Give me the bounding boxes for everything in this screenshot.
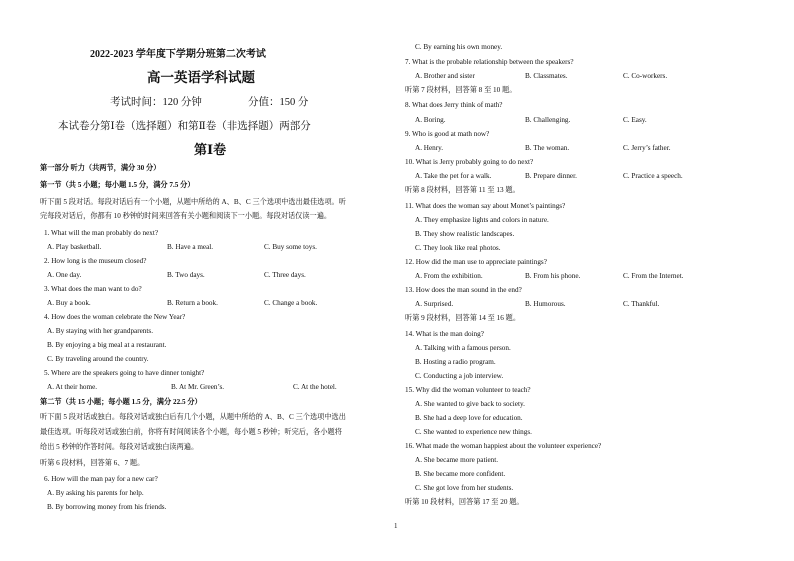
question-14-option-a: A. Talking with a famous person.	[415, 344, 511, 352]
question-14-stem: 14. What is the man doing?	[405, 330, 484, 338]
question-15-stem: 15. Why did the woman volunteer to teach?	[405, 386, 531, 394]
question-4-option-a: A. By staying with her grandparents.	[47, 327, 153, 335]
question-15-option-a: A. She wanted to give back to society.	[415, 400, 525, 408]
question-15-option-b: B. She had a deep love for education.	[415, 414, 523, 422]
question-9-option-a: A. Henry.	[415, 144, 444, 152]
material-8-note: 听第 8 段材料，回答第 11 至 13 题。	[405, 186, 520, 194]
question-1-option-c: C. Buy some toys.	[264, 243, 317, 251]
question-15-option-c: C. She wanted to experience new things.	[415, 428, 532, 436]
question-5-option-b: B. At Mr. Green’s.	[171, 383, 225, 391]
section2-instructions-2: 最佳选项。听每段对话或独白前，你将有时间阅读各个小题，每小题 5 秒钟；听完后，各小题将	[40, 428, 342, 436]
material-6-note: 听第 6 段材料，回答第 6、7 题。	[40, 459, 145, 467]
question-9-option-b: B. The woman.	[525, 144, 570, 152]
question-6-option-a: A. By asking his parents for help.	[47, 489, 144, 497]
exam-time: 考试时间：120 分钟	[110, 97, 202, 108]
question-1-option-a: A. Play basketball.	[47, 243, 102, 251]
question-7-stem: 7. What is the probable relationship between the speakers?	[405, 58, 574, 66]
question-10-option-b: B. Prepare dinner.	[525, 172, 577, 180]
question-8-stem: 8. What does Jerry think of math?	[405, 101, 503, 109]
question-8-option-a: A. Boring.	[415, 116, 446, 124]
question-7-option-c: C. Co-workers.	[623, 72, 668, 80]
section1-instructions-1: 听下面 5 段对话。每段对话后有一个小题，从题中所给的 A、B、C 三个选项中选出最佳选项。听	[40, 198, 346, 206]
question-13-option-a: A. Surprised.	[415, 300, 454, 308]
question-7-option-b: B. Classmates.	[525, 72, 568, 80]
question-11-option-b: B. They show realistic landscapes.	[415, 230, 515, 238]
question-11-option-c: C. They look like real photos.	[415, 244, 501, 252]
question-12-option-c: C. From the Internet.	[623, 272, 684, 280]
question-2-option-c: C. Three days.	[264, 271, 306, 279]
question-9-stem: 9. Who is good at math now?	[405, 130, 490, 138]
question-4-stem: 4. How does the woman celebrate the New Year?	[44, 313, 186, 321]
section1-title: 第一节（共 5 小题；每小题 1.5 分，满分 7.5 分）	[40, 181, 195, 189]
paper-structure: 本试卷分第Ⅰ卷（选择题）和第Ⅱ卷（非选择题）两部分	[58, 121, 311, 132]
question-9-option-c: C. Jerry’s father.	[623, 144, 671, 152]
question-16-option-b: B. She became more confident.	[415, 470, 506, 478]
question-7-option-a: A. Brother and sister	[415, 72, 475, 80]
page-number: 1	[394, 522, 398, 530]
section2-instructions-3: 给出 5 秒钟的作答时间。每段对话或独白读两遍。	[40, 443, 199, 451]
question-14-option-c: C. Conducting a job interview.	[415, 372, 504, 380]
question-4-option-b: B. By enjoying a big meal at a restaurant.	[47, 341, 167, 349]
question-13-stem: 13. How does the man sound in the end?	[405, 286, 522, 294]
question-10-option-c: C. Practice a speech.	[623, 172, 683, 180]
question-12-stem: 12. How did the man use to appreciate paintings?	[405, 258, 547, 266]
question-11-option-a: A. They emphasize lights and colors in nature.	[415, 216, 549, 224]
question-2-stem: 2. How long is the museum closed?	[44, 257, 147, 265]
question-4-option-c: C. By traveling around the country.	[47, 355, 149, 363]
question-16-option-a: A. She became more patient.	[415, 456, 499, 464]
question-5-option-a: A. At their home.	[47, 383, 98, 391]
question-8-option-b: B. Challenging.	[525, 116, 571, 124]
question-2-option-a: A. One day.	[47, 271, 82, 279]
question-11-stem: 11. What does the woman say about Monet’s paintings?	[405, 202, 566, 210]
subject-title: 高一英语学科试题	[147, 70, 255, 85]
question-1-stem: 1. What will the man probably do next?	[44, 229, 159, 237]
volume-title: 第Ⅰ卷	[194, 142, 227, 157]
question-16-option-c: C. She got love from her students.	[415, 484, 514, 492]
question-6-option-b: B. By borrowing money from his friends.	[47, 503, 167, 511]
question-16-stem: 16. What made the woman happiest about the volunteer experience?	[405, 442, 602, 450]
section1-instructions-2: 完每段对话后，你都有 10 秒钟的时间来回答有关小题和阅读下一小题。每段对话仅读一遍。	[40, 212, 332, 220]
question-6-option-c: C. By earning his own money.	[415, 43, 503, 51]
question-3-option-c: C. Change a book.	[264, 299, 318, 307]
question-1-option-b: B. Have a meal.	[167, 243, 214, 251]
question-6-stem: 6. How will the man pay for a new car?	[44, 475, 158, 483]
material-9-note: 听第 9 段材料，回答第 14 至 16 题。	[405, 314, 521, 322]
question-13-option-b: B. Humorous.	[525, 300, 566, 308]
question-5-stem: 5. Where are the speakers going to have dinner tonight?	[44, 369, 205, 377]
question-3-option-a: A. Buy a book.	[47, 299, 91, 307]
question-3-option-b: B. Return a book.	[167, 299, 218, 307]
material-7-note: 听第 7 段材料，回答第 8 至 10 题。	[405, 86, 517, 94]
section2-title: 第二节（共 15 小题；每小题 1.5 分，满分 22.5 分）	[40, 398, 202, 406]
exam-score: 分值：150 分	[248, 97, 309, 108]
question-5-option-c: C. At the hotel.	[293, 383, 337, 391]
material-10-note: 听第 10 段材料，回答第 17 至 20 题。	[405, 498, 524, 506]
question-12-option-a: A. From the exhibition.	[415, 272, 483, 280]
question-2-option-b: B. Two days.	[167, 271, 205, 279]
exam-title: 2022-2023 学年度下学期分班第二次考试	[90, 49, 266, 60]
question-8-option-c: C. Easy.	[623, 116, 647, 124]
question-3-stem: 3. What does the man want to do?	[44, 285, 142, 293]
part1-title: 第一部分 听力（共两节，满分 30 分）	[40, 164, 161, 172]
question-12-option-b: B. From his phone.	[525, 272, 581, 280]
question-10-option-a: A. Take the pet for a walk.	[415, 172, 492, 180]
question-14-option-b: B. Hosting a radio program.	[415, 358, 496, 366]
question-13-option-c: C. Thankful.	[623, 300, 660, 308]
question-10-stem: 10. What is Jerry probably going to do next?	[405, 158, 534, 166]
section2-instructions-1: 听下面 5 段对话或独白。每段对话或独白后有几个小题，从题中所给的 A、B、C 三个选项中选出	[40, 413, 346, 421]
